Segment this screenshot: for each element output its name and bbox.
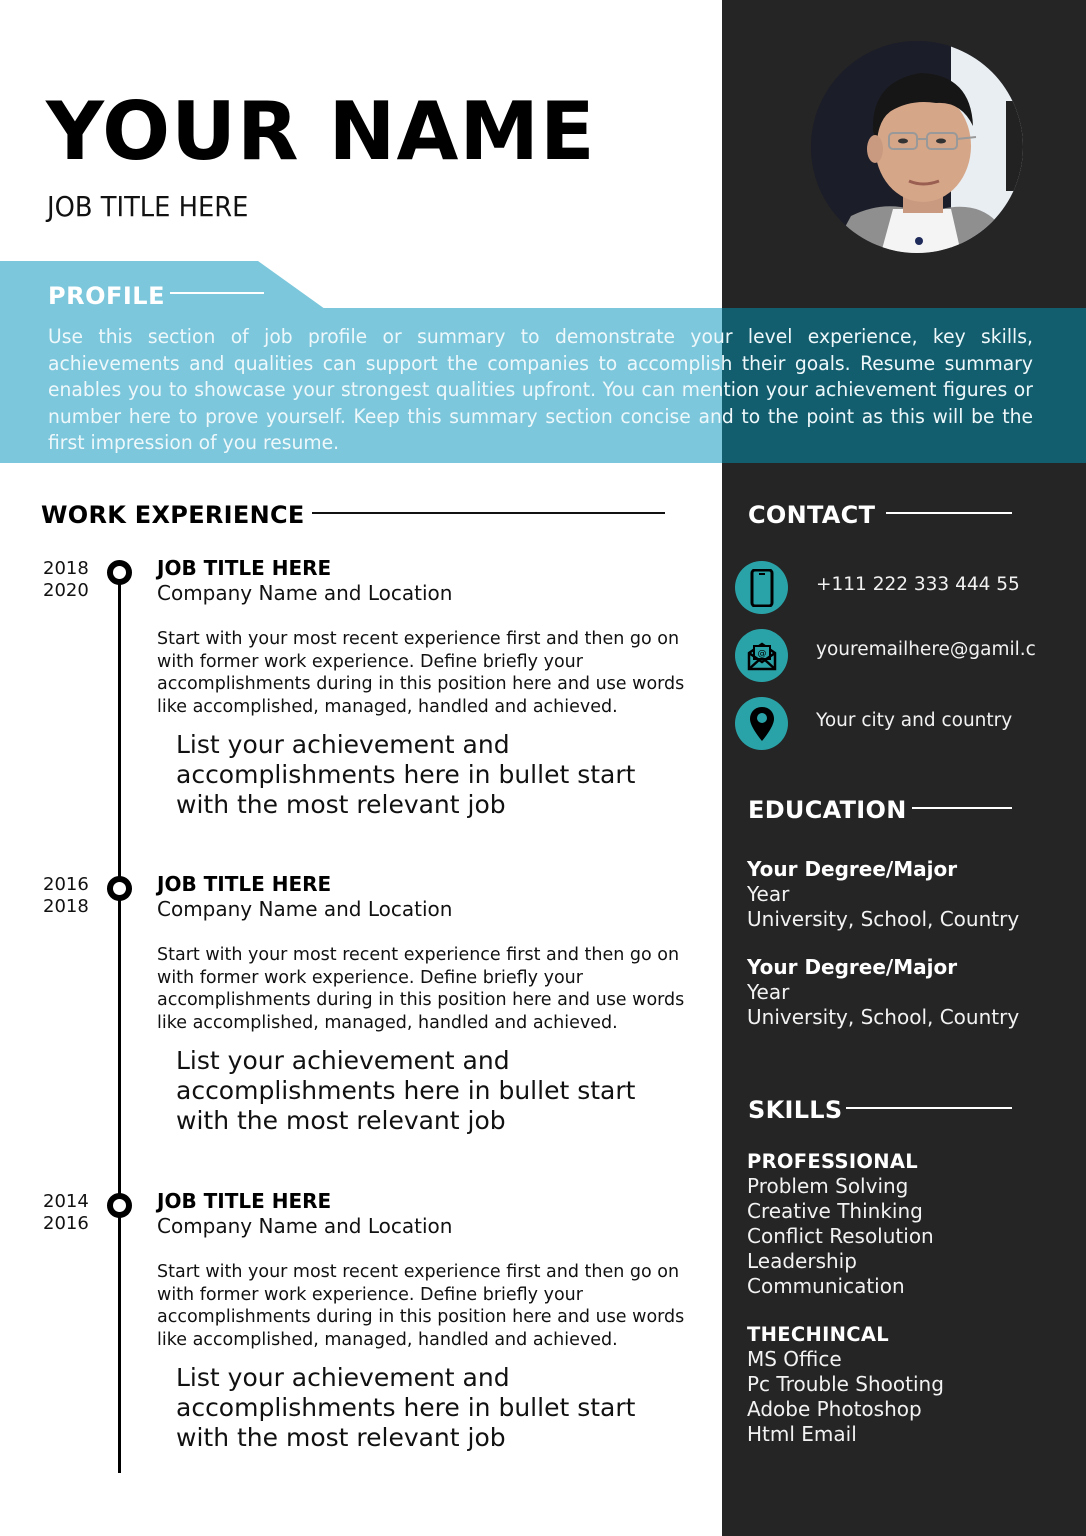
profile-summary: Use this section of job profile or summary to demonstrate your level experience, key skills, achievements and qualities can support the companies to accomplish their goals. Resume summary enables you to showcase your strongest qualities upfront. You can mention your achievement figures or number here to prove yourself. Keep this summary section concise and to the point as this will be the first impression of you resume. [48,325,1033,454]
education-heading-rule [912,807,1012,809]
education-entry [747,955,1019,1030]
job-title: JOB TITLE HERE [157,556,332,580]
job-years [43,558,89,602]
timeline-dot-icon [107,1193,132,1218]
skill-item: Creative Thinking [747,1199,923,1223]
education-school: University, School, Country [747,907,1020,931]
contact-heading: CONTACT [748,501,876,529]
education-degree: Your Degree/Major [747,955,958,979]
skill-item: Communication [747,1274,905,1298]
job-start-year: 2014 [43,1191,89,1212]
skill-item: Problem Solving [747,1174,909,1198]
contact-phone [735,561,1075,615]
email-address: youremailhere@gamil.c [816,639,1036,660]
timeline-dot-icon [107,876,132,901]
job-description: Start with your most recent experience first and then go on with former work experience. Define briefly your accomplishments during in this position here and use words like accomplished, managed, handled and achieved. [157,629,685,718]
job-start-year: 2016 [43,874,89,895]
job-end-year: 2016 [43,1213,89,1234]
education-year: Year [747,980,790,1004]
skills-heading-rule [846,1107,1012,1109]
skill-item: MS Office [747,1347,842,1371]
job-achievements: List your achievement and accomplishments here in bullet start with the most relevant job [176,1046,636,1135]
education-heading: EDUCATION [748,796,907,824]
contact-location [735,697,1075,751]
education-year: Year [747,882,790,906]
timeline-line [118,575,121,1473]
email-icon [735,629,788,682]
job-description: Start with your most recent experience first and then go on with former work experience. Define briefly your accomplishments during in this position here and use words like accomplished, managed, handled and achieved. [157,945,685,1034]
profile-heading-rule [170,292,264,294]
work-experience-heading: WORK EXPERIENCE [41,501,305,529]
education-entry [747,857,1019,932]
job-years [43,1191,89,1235]
contact-heading-rule [886,512,1012,514]
profile-photo [811,41,1023,253]
job-company: Company Name and Location [157,581,453,605]
work-experience-rule [312,512,665,514]
timeline-dot-icon [107,560,132,585]
svg-text:@: @ [757,648,766,659]
skills-heading: SKILLS [748,1096,843,1124]
job-company: Company Name and Location [157,1214,453,1238]
job-company: Company Name and Location [157,897,453,921]
skill-group-title: THECHINCAL [747,1323,889,1346]
job-start-year: 2018 [43,558,89,579]
education-school: University, School, Country [747,1005,1020,1029]
job-description: Start with your most recent experience first and then go on with former work experience. Define briefly your accomplishments during in this position here and use words like accomplished, managed, handled and achieved. [157,1262,685,1351]
location-pin-icon [735,697,788,750]
skill-item: Conflict Resolution [747,1224,934,1248]
skill-item: Leadership [747,1249,857,1273]
person-photo-icon [811,41,1023,253]
job-end-year: 2020 [43,580,89,601]
job-achievements: List your achievement and accomplishments here in bullet start with the most relevant job [176,1363,636,1452]
skill-group-technical [747,1322,944,1447]
candidate-job-title: JOB TITLE HERE [47,190,249,223]
job-achievements: List your achievement and accomplishments here in bullet start with the most relevant job [176,730,636,819]
phone-number: +111 222 333 444 55 [816,574,1020,595]
location-text: Your city and country [816,710,1013,731]
education-degree: Your Degree/Major [747,857,958,881]
phone-icon [735,561,788,614]
skill-item: Adobe Photoshop [747,1397,922,1421]
skill-group-professional [747,1149,934,1299]
skill-item: Html Email [747,1422,857,1446]
candidate-name: YOUR NAME [46,85,596,178]
job-title: JOB TITLE HERE [157,1189,332,1213]
profile-heading: PROFILE [48,282,165,310]
skill-group-title: PROFESSIONAL [747,1150,919,1173]
skill-item: Pc Trouble Shooting [747,1372,944,1396]
contact-email [735,629,1075,683]
job-end-year: 2018 [43,896,89,917]
job-years [43,874,89,918]
job-title: JOB TITLE HERE [157,872,332,896]
